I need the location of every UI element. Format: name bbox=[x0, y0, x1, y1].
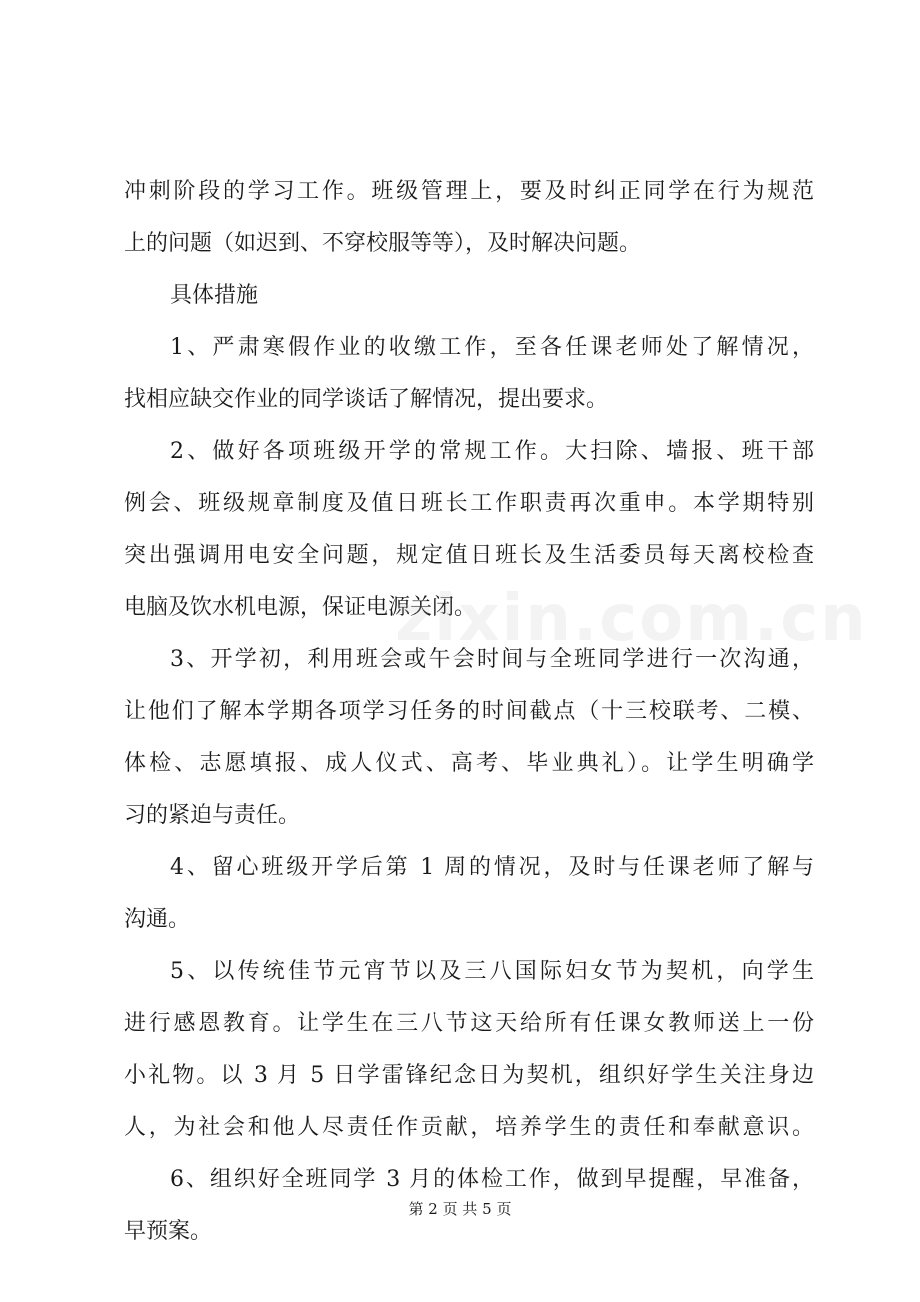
text-line: 6、组织好全班同学 3 月的体检工作，做到早提醒，早准备， bbox=[170, 1167, 814, 1192]
section-heading: 具体措施 bbox=[170, 283, 259, 308]
document-body bbox=[124, 166, 814, 1258]
text-line: 例会、班级规章制度及值日班长工作职责再次重申。本学期特别 bbox=[124, 491, 814, 516]
text-line: 上的问题（如迟到、不穿校服等等），及时解决问题。 bbox=[124, 231, 642, 256]
text-line: 进行感恩教育。让学生在三八节这天给所有任课女教师送上一份 bbox=[124, 1011, 814, 1036]
text-line: 小礼物。以 3 月 5 日学雷锋纪念日为契机，组织好学生关注身边 bbox=[124, 1063, 814, 1088]
text-line: 电脑及饮水机电源，保证电源关闭。 bbox=[124, 595, 477, 620]
text-line: 人，为社会和他人尽责任作贡献，培养学生的责任和奉献意识。 bbox=[124, 1115, 814, 1140]
text-line: 找相应缺交作业的同学谈话了解情况，提出要求。 bbox=[124, 387, 609, 412]
text-line: 让他们了解本学期各项学习任务的时间截点（十三校联考、二模、 bbox=[124, 699, 814, 724]
text-line: 3、开学初，利用班会或午会时间与全班同学进行一次沟通， bbox=[170, 647, 814, 672]
page-footer: 第 2 页 共 5 页 bbox=[408, 1200, 512, 1218]
text-line: 习的紧迫与责任。 bbox=[124, 803, 301, 828]
watermark: zixin.com.cn bbox=[395, 582, 868, 656]
text-line: 沟通。 bbox=[124, 907, 191, 932]
text-line: 4、留心班级开学后第 1 周的情况，及时与任课老师了解与 bbox=[170, 855, 814, 880]
text-line: 早预案。 bbox=[124, 1219, 213, 1244]
text-line: 5、以传统佳节元宵节以及三八国际妇女节为契机，向学生 bbox=[170, 959, 814, 984]
text-line: 2、做好各项班级开学的常规工作。大扫除、墙报、班干部 bbox=[170, 439, 814, 464]
text-line: 冲刺阶段的学习工作。班级管理上，要及时纠正同学在行为规范 bbox=[124, 179, 814, 204]
text-line: 1、严肃寒假作业的收缴工作，至各任课老师处了解情况， bbox=[170, 335, 814, 360]
text-line: 突出强调用电安全问题，规定值日班长及生活委员每天离校检查 bbox=[124, 543, 814, 568]
text-line: 体检、志愿填报、成人仪式、高考、毕业典礼）。让学生明确学 bbox=[124, 751, 814, 776]
